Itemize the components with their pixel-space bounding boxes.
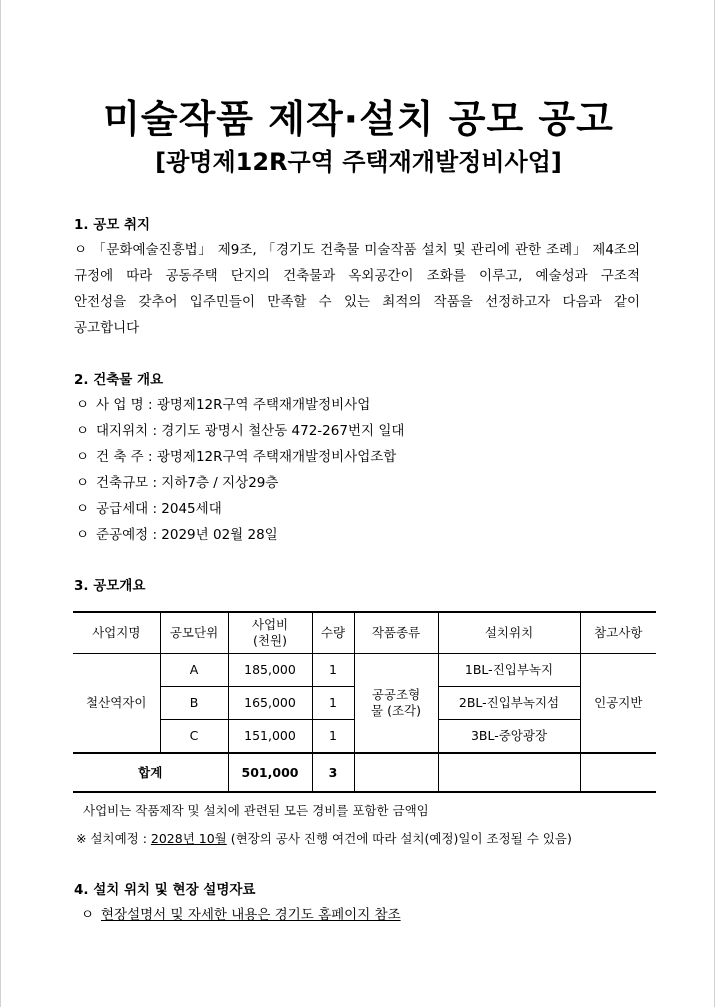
empty-cell [354,753,438,792]
bullet-icon: ㅇ [76,397,90,413]
section-4-heading: 4. 설치 위치 및 현장 설명자료 [74,882,256,898]
section-1-line-3: 안전성을 갖추어 입주민들이 만족할 수 있는 최적의 작품을 선정하고자 다음과 같이 [74,294,640,310]
cost-cell: 165,000 [228,687,312,720]
location-cell: 1BL-진입부녹지 [438,654,580,687]
location-cell: 3BL-중앙광장 [438,720,580,754]
col-header: 작품종류 [354,612,438,654]
building-item [76,421,404,441]
building-item-text: 건 축 주 : 광명제12R구역 주택재개발정비사업조합 [96,449,397,465]
install-date: 2028년 10월 [150,831,227,846]
section-1-heading: 1. 공모 취지 [74,217,151,233]
reference-item [81,905,401,925]
building-item [76,473,278,493]
building-item [76,395,370,415]
table-row [73,654,656,687]
reference-item-text: 현장설명서 및 자세한 내용은 경기도 홈페이지 참조 [101,907,401,923]
bullet-icon: ㅇ [76,501,90,517]
building-item-text: 건축규모 : 지하7층 / 지상29층 [96,475,279,491]
location-cell: 2BL-진입부녹지섬 [438,687,580,720]
qty-cell: 1 [312,720,354,754]
section-1-line-4: 공고합니다 [74,320,140,336]
unit-cell: B [160,687,228,720]
site-name-cell: 철산역자이 [73,654,160,754]
col-header: 참고사항 [580,612,656,654]
cost-cell: 151,000 [228,720,312,754]
empty-cell [438,753,580,792]
unit-cell: A [160,654,228,687]
bullet-icon: ㅇ [76,423,90,439]
building-item-text: 사 업 명 : 광명제12R구역 주택재개발정비사업 [96,397,371,413]
building-item [76,447,396,467]
bullet-icon: ㅇ [76,527,90,543]
total-label-cell: 합계 [73,753,228,792]
building-item-text: 공급세대 : 2045세대 [96,501,222,517]
section-1-line-1: ㅇ 「문화예술진흥법」 제9조, 「경기도 건축물 미술작품 설치 및 관리에 관한 조례」 제4조의 [74,242,640,258]
unit-cell: C [160,720,228,754]
reference-cell: 인공지반 [580,654,656,754]
col-header: 사업비 (천원) [228,612,312,654]
section-1-line-2: 규정에 따라 공동주택 단지의 건축물과 옥외공간이 조화를 이루고, 예술성과 구조적 [74,268,640,284]
total-cost-cell: 501,000 [228,753,312,792]
col-header: 설치위치 [438,612,580,654]
table-total-row [73,753,656,792]
empty-cell [580,753,656,792]
building-item [76,499,222,519]
page-subtitle: [광명제12R구역 주택재개발정비사업] [155,148,562,176]
section-3-heading: 3. 공모개요 [74,578,146,594]
col-header: 수량 [312,612,354,654]
install-note-suffix: (현장의 공사 진행 여건에 따라 설치(예정)일이 조정될 수 있음) [226,831,572,846]
competition-table [73,611,656,793]
cost-note: 사업비는 작품제작 및 설치에 관련된 모든 경비를 포함한 금액임 [83,803,429,818]
total-qty-cell: 3 [312,753,354,792]
page-title: 미술작품 제작·설치 공모 공고 [103,97,614,141]
bullet-icon: ㅇ [81,907,95,923]
col-header: 공모단위 [160,612,228,654]
table-header-row [73,612,656,654]
cost-cell: 185,000 [228,654,312,687]
col-header: 사업지명 [73,612,160,654]
qty-cell: 1 [312,654,354,687]
building-item-text: 대지위치 : 경기도 광명시 철산동 472-267번지 일대 [96,423,405,439]
bullet-icon: ㅇ [76,449,90,465]
bullet-icon: ㅇ [76,475,90,491]
section-2-heading: 2. 건축물 개요 [74,372,164,388]
building-item-text: 준공예정 : 2029년 02월 28일 [96,527,278,543]
building-item [76,525,278,545]
install-note-prefix: ※ 설치예정 : [76,831,151,846]
install-schedule-note [76,829,572,849]
art-type-cell: 공공조형물 (조각) [354,654,438,754]
qty-cell: 1 [312,687,354,720]
